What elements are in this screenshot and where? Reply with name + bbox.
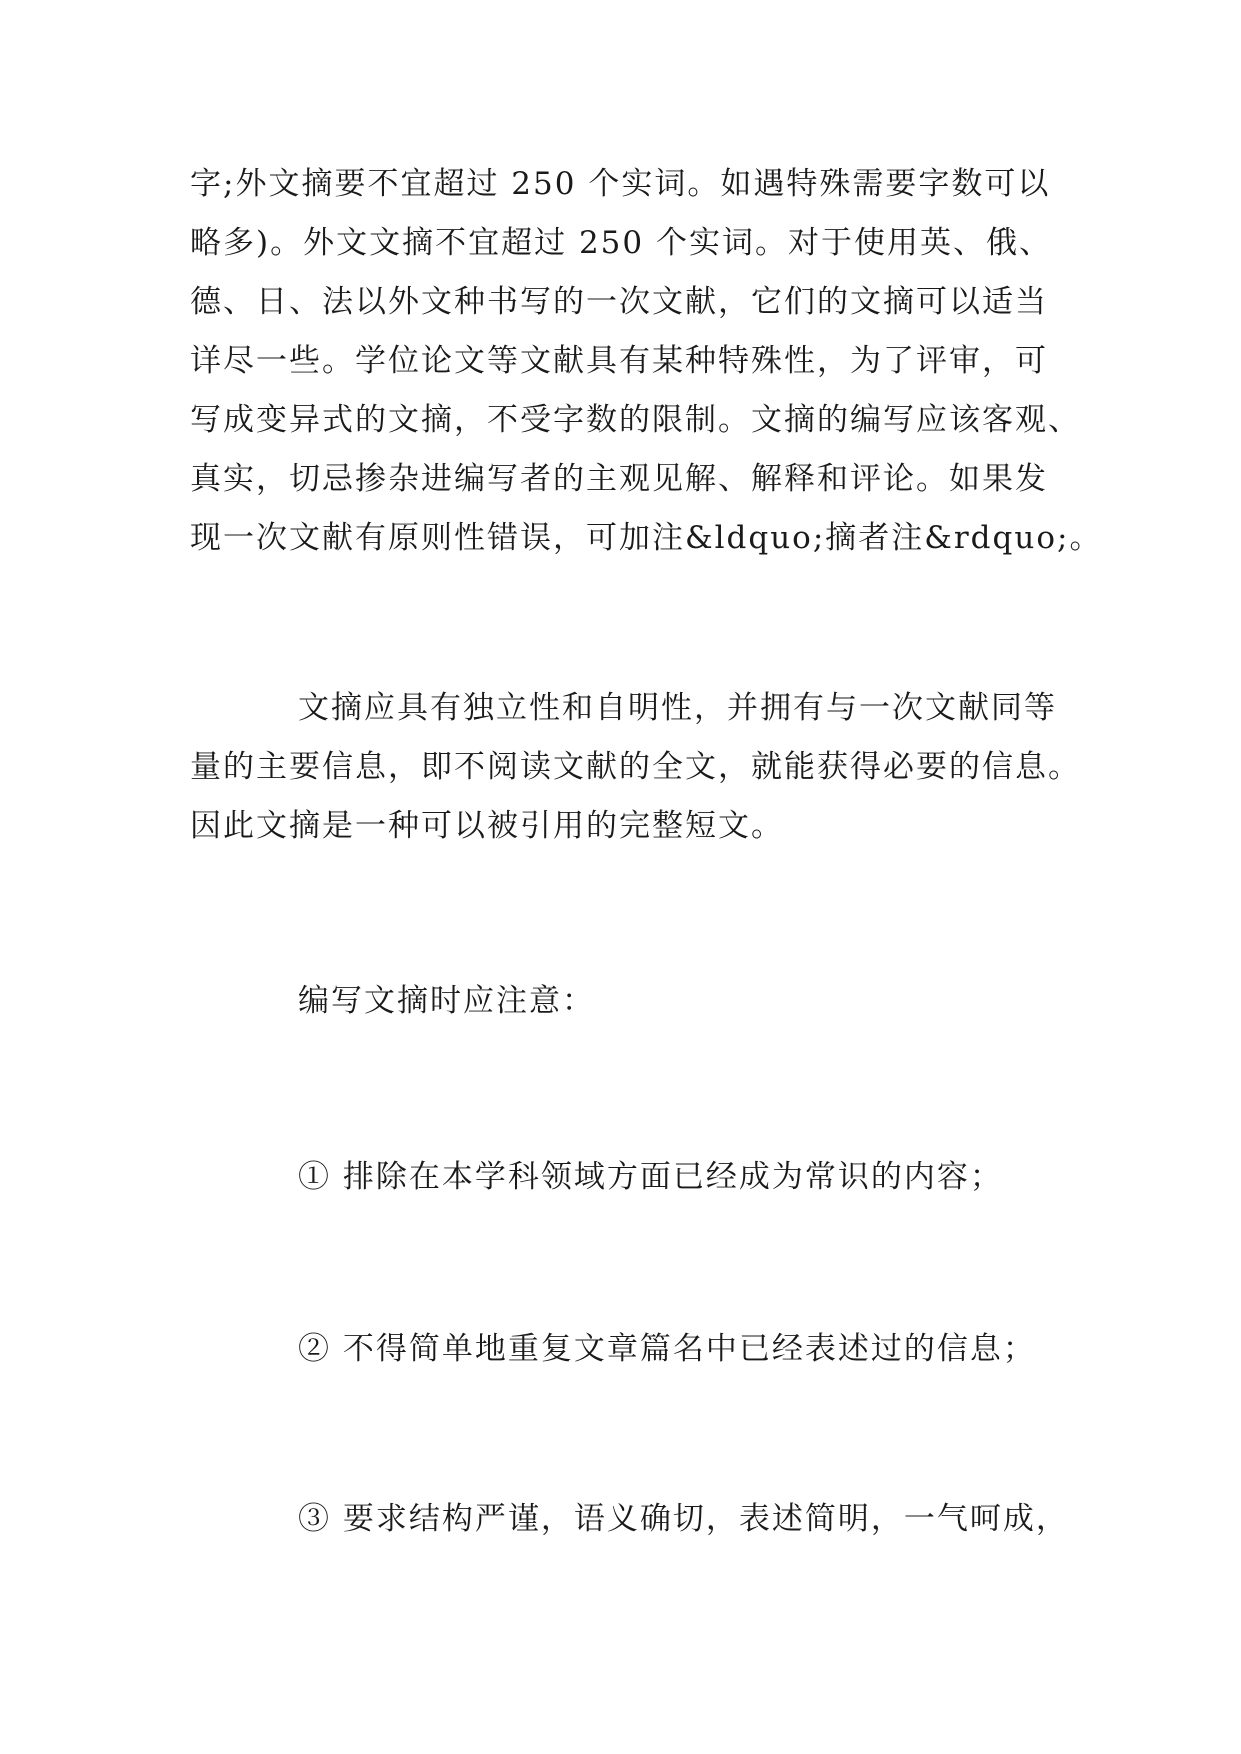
paragraph-line: 写成变异式的文摘，不受字数的限制。文摘的编写应该客观、	[190, 402, 1081, 438]
list-item: ① 排除在本学科领域方面已经成为常识的内容；	[298, 1159, 1003, 1195]
paragraph-line: 略多)。外文文摘不宜超过 250 个实词。对于使用英、俄、	[190, 225, 1052, 261]
paragraph-line: 量的主要信息，即不阅读文献的全文，就能获得必要的信息。	[190, 749, 1081, 785]
section-heading	[190, 972, 1070, 1031]
heading-text: 编写文摘时应注意：	[298, 983, 595, 1019]
paragraph-line: 真实，切忌掺杂进编写者的主观见解、解释和评论。如果发	[190, 461, 1048, 497]
list-item: ② 不得简单地重复文章篇名中已经表述过的信息；	[298, 1331, 1036, 1367]
list-item: ③ 要求结构严谨，语义确切，表述简明，一气呵成，	[298, 1501, 1069, 1537]
paragraph-abstract-independence	[190, 679, 1081, 856]
paragraph-line: 德、日、法以外文种书写的一次文献，它们的文摘可以适当	[190, 284, 1048, 320]
paragraph-line: 详尽一些。学位论文等文献具有某种特殊性，为了评审，可	[190, 343, 1048, 379]
paragraph-line: 文摘应具有独立性和自明性，并拥有与一次文献同等	[298, 690, 1057, 726]
paragraph-line: 因此文摘是一种可以被引用的完整短文。	[190, 808, 784, 844]
paragraph-abstract-length	[190, 155, 1103, 568]
paragraph-line: 现一次文献有原则性错误，可加注&ldquo;摘者注&rdquo;。	[190, 520, 1103, 556]
paragraph-line: 字;外文摘要不宜超过 250 个实词。如遇特殊需要字数可以	[190, 166, 1051, 202]
